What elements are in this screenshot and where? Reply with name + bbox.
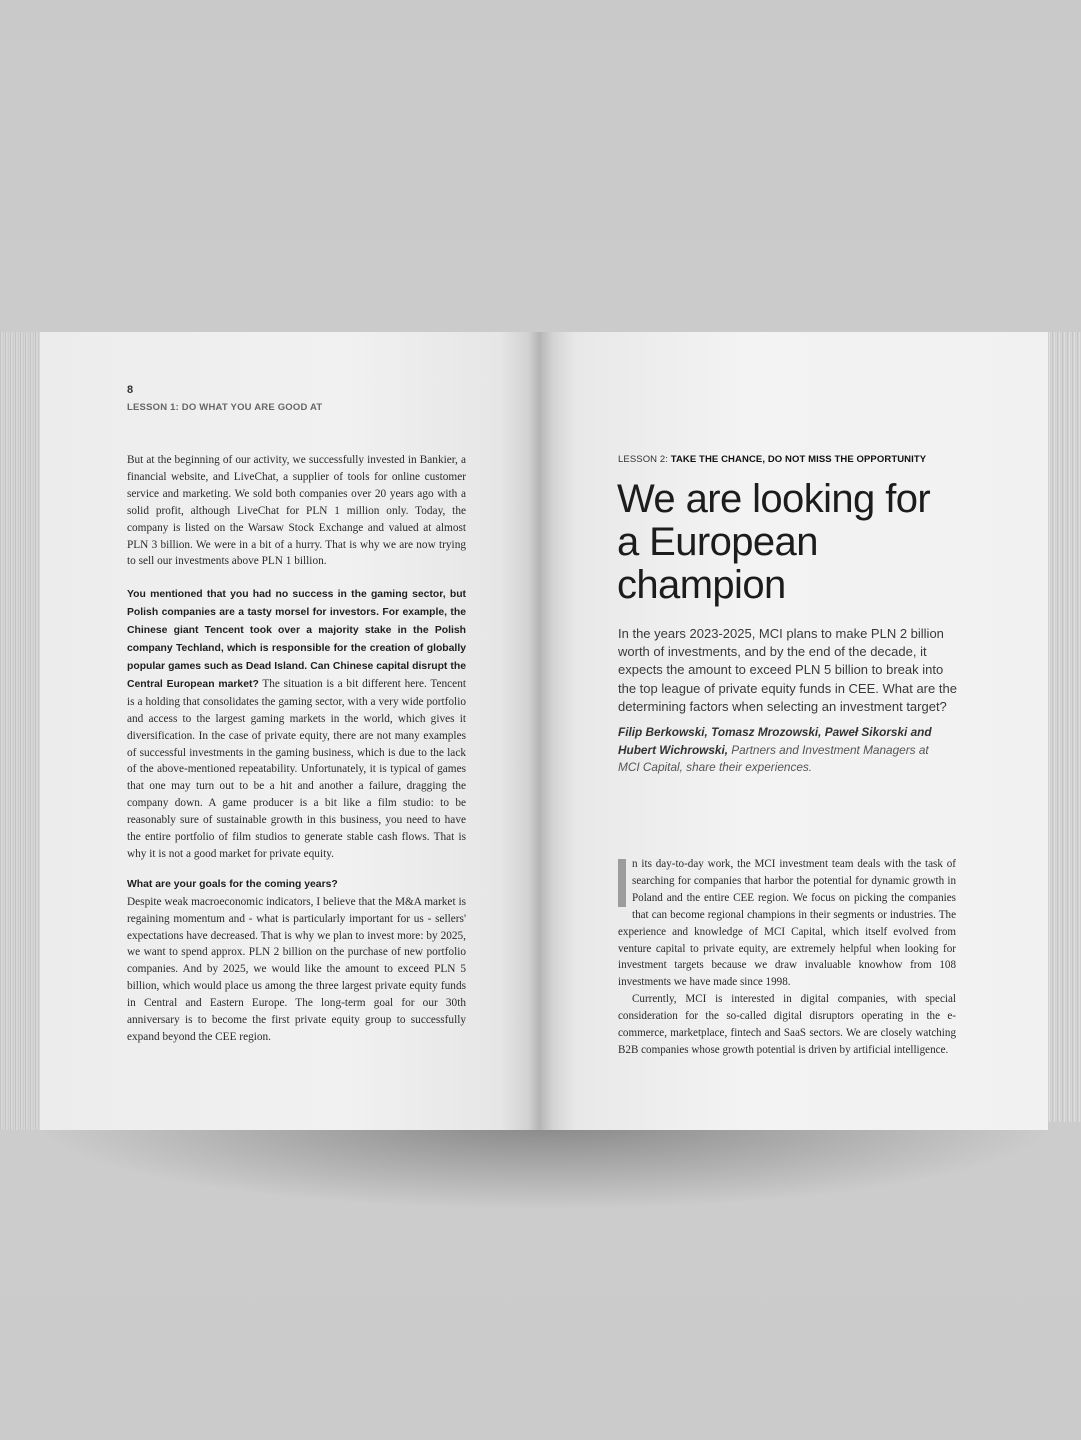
interview-exchange: [127, 877, 466, 1046]
article-lead: In the years 2023-2025, MCI plans to make PLN 2 billion worth of investments, and by the end of the decade, it expects the amount to exceed PLN 5 billion to break into the top league of private equity funds in CEE. What are the determining factors when selecting an investment target?: [618, 626, 957, 714]
lesson-label: [618, 454, 926, 465]
interview-question: You mentioned that you had no success in the gaming sector, but Polish companies are a tasty morsel for investors. For example, the Chinese giant Tencent took over a majority stake in the Polish company Techland, which is responsible for the creation of globally popular games such as Dead Island. Can Chinese capital disrupt the Central European market?: [127, 589, 466, 690]
article-authors: [618, 724, 953, 777]
authors-names: Filip Berkowski, Tomasz Mrozowski, Paweł Sikorski and Hubert Wichrowski,: [618, 725, 932, 757]
book-shadow: [30, 1120, 1060, 1210]
interview-exchange: [127, 586, 466, 863]
authors-role: Partners and Investment Managers at MCI Capital, share their experiences.: [618, 742, 929, 774]
article-paragraph-text: n its day-to-day work, the MCI investment team deals with the task of searching for companies that harbor the potential for dynamic growth in Poland and the entire CEE region. We focus on picking the companies that can become regional champions in their segments or industries. The experience and knowledge of MCI Capital, which itself evolved from venture capital to private equity, are extremely helpful when looking for investment targets because we draw invaluable knowhow from 108 investments we have made since 1998.: [618, 858, 956, 989]
interview-question: What are your goals for the coming years?: [127, 878, 338, 890]
paragraph: But at the beginning of our activity, we successfully invested in Bankier, a financial website, and LiveChat, a supplier of tools for online customer service and marketing. We sold both companies over 20 years ago with a solid profit, although LiveChat for PLN 1 million only. Today, the company is listed on the Warsaw Stock Exchange and valued at almost PLN 3 billion. We were in a bit of a hurry. That is why we are now trying to sell our investments above PLN 1 billion.: [127, 454, 466, 568]
lesson-title: TAKE THE CHANCE, DO NOT MISS THE OPPORTUNITY: [670, 454, 927, 465]
page-edges-right: [1046, 332, 1081, 1122]
article-headline: We are looking for a European champion: [617, 477, 931, 607]
book-gutter: [528, 332, 554, 1130]
article-body: [618, 856, 956, 1059]
left-body-text: [127, 452, 466, 1062]
article-paragraph: [618, 856, 956, 991]
interview-answer: The situation is a bit different here. Tencent is a holding that consolidates the gaming sector, with a very wide portfolio and access to the largest gaming markets in the world, which gives it diversification. In the case of private equity, there are not many examples of successful investments in the gaming business, which is due to the lack of the above-mentioned repeatability. Unfortunately, it is typical of games that one may turn out to be a hit and another a failure, dragging the company down. A game producer is a bit like a film studio: to be reasonably sure of sustainable growth in this business, you need to have the entire portfolio of film studios to generate stable cash flows. That is why it is not a good market for private equity.: [127, 677, 466, 860]
left-page: [40, 332, 540, 1130]
lesson-prefix: LESSON 2:: [618, 454, 669, 465]
running-head: LESSON 1: DO WHAT YOU ARE GOOD AT: [127, 402, 323, 413]
right-page: [540, 332, 1048, 1130]
page-number: 8: [127, 384, 134, 396]
interview-answer: Despite weak macroeconomic indicators, I believe that the M&A market is regaining momentum and - what is particularly important for us - sellers' expectations have decreased. That is why we plan to invest more: by 2025, we want to spend approx. PLN 2 billion on the purchase of new portfolio companies. And by 2025, we would like the amount to exceed PLN 5 billion, which would place us among the three largest private equity funds in Central and Eastern Europe. The long-term goal for our 30th anniversary is to become the first private equity group to successfully expand beyond the CEE region.: [127, 895, 466, 1043]
drop-cap: [618, 859, 626, 907]
article-paragraph: Currently, MCI is interested in digital companies, with special consideration for the so-called digital disruptors operating in the e-commerce, marketplace, fintech and SaaS sectors. We are closely watching B2B companies whose growth potential is driven by artificial intelligence.: [618, 993, 956, 1056]
page-edges-left: [0, 332, 42, 1130]
